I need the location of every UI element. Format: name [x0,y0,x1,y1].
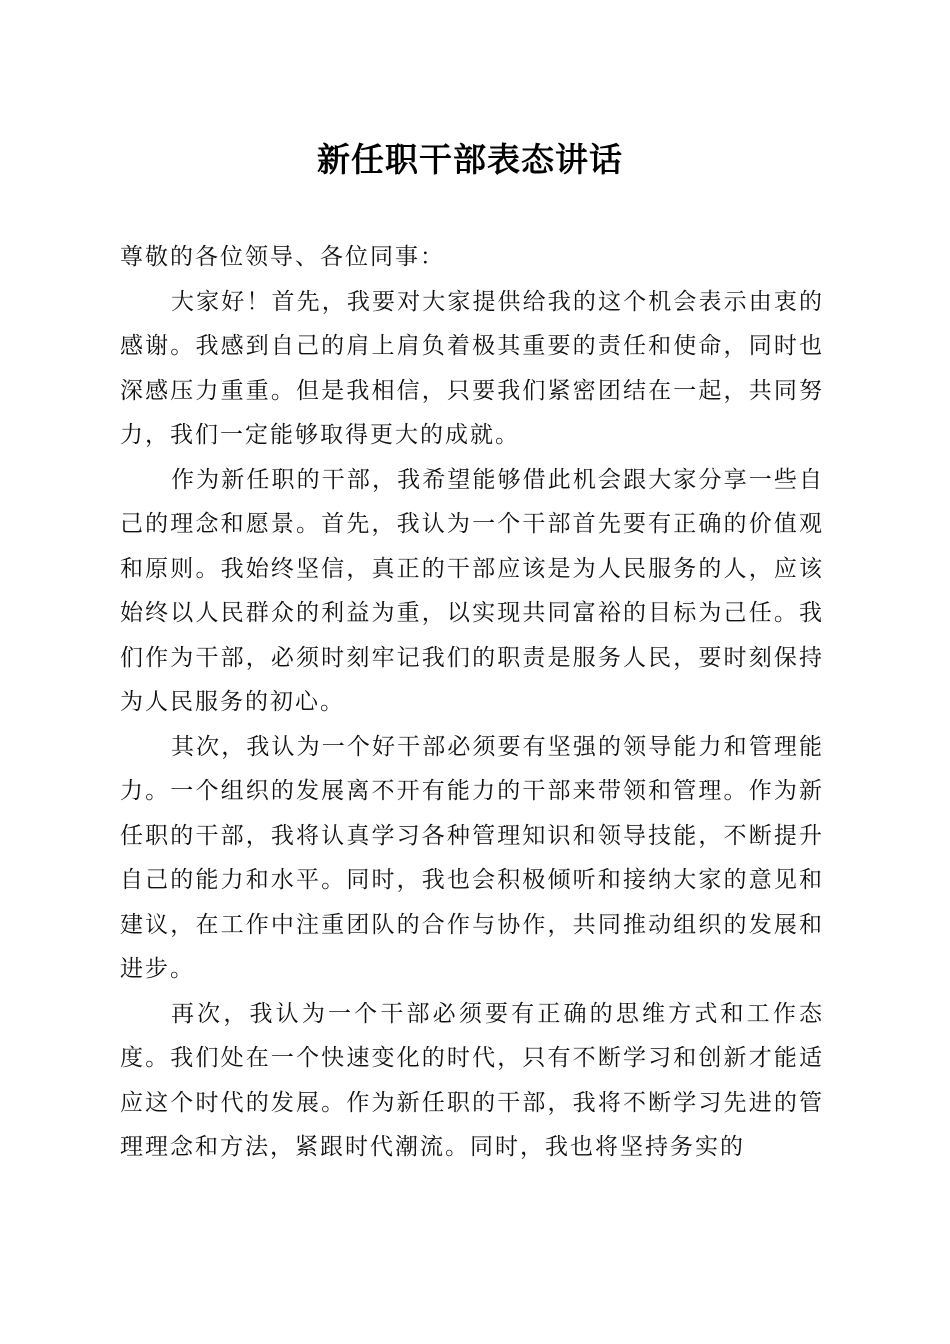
paragraph-3: 其次，我认为一个好干部必须要有坚强的领导能力和管理能力。一个组织的发展离不开有能力的干部来带领和管理。作为新任职的干部，我将认真学习各种管理知识和领导技能，不断提升自己的能力和水平。同时，我也会积极倾听和接纳大家的意见和建议，在工作中注重团队的合作与协作，共同推动组织的发展和进步。 [120,733,824,982]
paragraph-1: 大家好！首先，我要对大家提供给我的这个机会表示由衷的感谢。我感到自己的肩上肩负着极其重要的责任和使命，同时也深感压力重重。但是我相信，只要我们紧密团结在一起，共同努力，我们一定能够取得更大的成就。 [120,288,824,448]
paragraph-2: 作为新任职的干部，我希望能够借此机会跟大家分享一些自己的理念和愿景。首先，我认为一个干部首先要有正确的价值观和原则。我始终坚信，真正的干部应该是为人民服务的人，应该始终以人民群众的利益为重，以实现共同富裕的目标为己任。我们作为干部，必须时刻牢记我们的职责是服务人民，要时刻保持为人民服务的初心。 [120,466,824,715]
paragraph-4: 再次，我认为一个干部必须要有正确的思维方式和工作态度。我们处在一个快速变化的时代，只有不断学习和创新才能适应这个时代的发展。作为新任职的干部，我将不断学习先进的管理理念和方法，紧跟时代潮流。同时，我也将坚持务实的 [120,1000,824,1160]
document-body [120,235,824,1170]
document-title: 新任职干部表态讲话 [317,140,623,179]
salutation: 尊敬的各位领导、各位同事： [120,244,445,270]
